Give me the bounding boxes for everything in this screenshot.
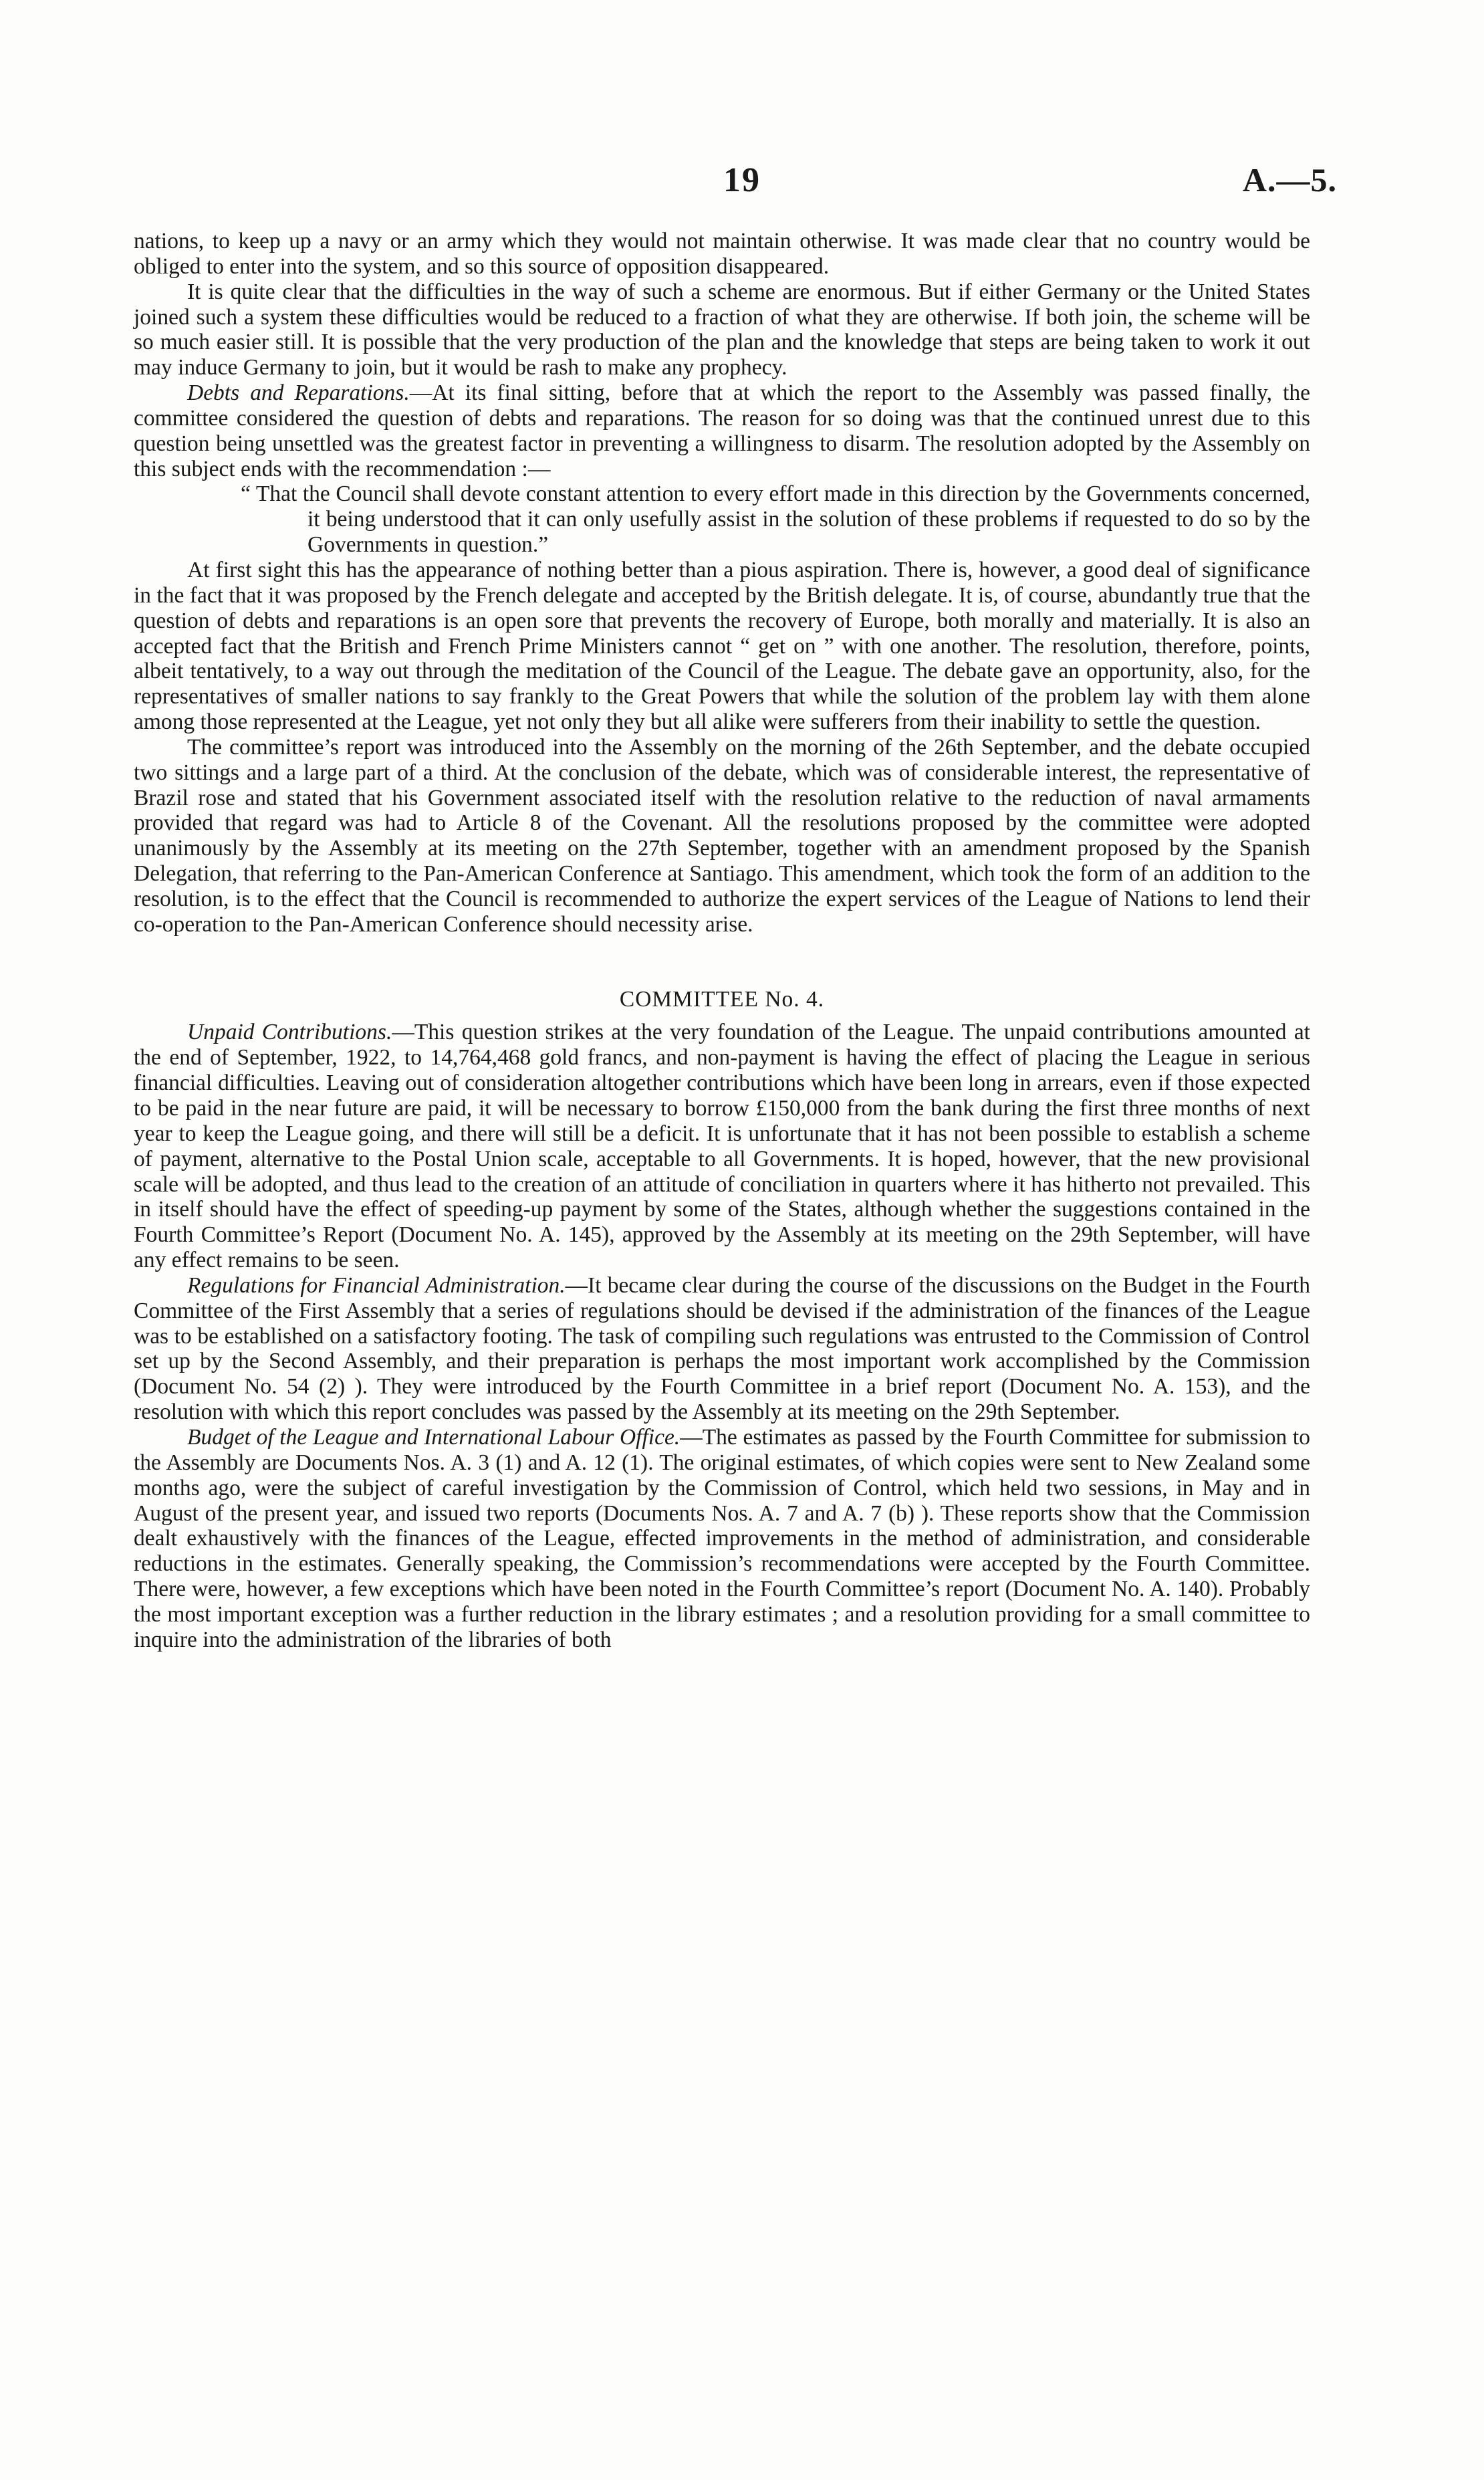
section-heading-budget: Budget of the League and International Labour Office. [187, 1424, 681, 1450]
page-header [0, 160, 1484, 207]
paragraph-debts-reparations [134, 380, 1310, 481]
paragraph-difficulties: It is quite clear that the difficulties in the way of such a scheme are enormous. But if either Germany or the United States joined such a system these difficulties would be reduced to a fraction of what they are otherwise. If both join, the scheme will be so much easier still. It is possible that the very production of the plan and the knowledge that steps are being taken to work it out may induce Germany to join, but it would be rash to make any prophecy. [134, 279, 1310, 380]
paragraph-pious-aspiration: At first sight this has the appearance of nothing better than a pious aspiration. There is, however, a good deal of significance in the fact that it was proposed by the French delegate and accepted by the British delegate. It is, of course, abundantly true that the question of debts and reparations is an open sore that prevents the recovery of Europe, both morally and materially. It is also an accepted fact that the British and French Prime Ministers cannot “ get on ” with one another. The resolution, therefore, points, albeit tentatively, to a way out through the meditation of the Council of the League. The debate gave an opportunity, also, for the representatives of smaller nations to say frankly to the Great Powers that while the solution of the problem lay with them alone among those represented at the League, yet not only they but all alike were sufferers from their inability to settle the question. [134, 557, 1310, 735]
budget-text: —The estimates as passed by the Fourth Committee for submission to the Assembly are Documents Nos. A. 3 (1) and A. 12 (1). The original estimates, of which copies were sent to New Zealand some months ago, were the subject of careful investigation by the Commission of Control, which held two sessions, in May and in August of the present year, and issued two reports (Documents Nos. A. 7 and A. 7 (b) ). These reports show that the Commission dealt exhaustively with the finances of the League, effected improvements in the method of administration, and considerable reductions in the estimates. Generally speaking, the Commission’s recommendations were accepted by the Fourth Committee. There were, however, a few exceptions which have been noted in the Fourth Committee’s report (Document No. A. 140). Probably the most important exception was a further reduction in the library estimates ; and a resolution providing for a small committee to inquire into the administration of the libraries of both [134, 1424, 1310, 1652]
debts-reparations-text: —At its final sitting, before that at which the report to the Assembly was passed finally, the committee considered the question of debts and reparations. The reason for so doing was that the continued unrest due to this question being unsettled was the greatest factor in preventing a willingness to disarm. The resolution adopted by the Assembly on this subject ends with the recommendation :— [134, 380, 1310, 481]
paragraph-committee-report: The committee’s report was introduced into the Assembly on the morning of the 26th September, and the debate occupied two sittings and a large part of a third. At the conclusion of the debate, which was of considerable interest, the representative of Brazil rose and stated that his Government associated itself with the resolution relative to the reduction of naval armaments provided that regard was had to Article 8 of the Covenant. All the resolutions proposed by the committee were adopted unanimously by the Assembly at its meeting on the 27th September, together with an amendment proposed by the Spanish Delegation, that referring to the Pan-American Conference at Santiago. This amendment, which took the form of an addition to the resolution, is to the effect that the Council is recommended to authorize the expert services of the League of Nations to lend their co-operation to the Pan-American Conference should necessity arise. [134, 734, 1310, 937]
document-reference: A.—5. [1242, 161, 1337, 199]
paragraph-regulations [134, 1273, 1310, 1425]
section-heading-debts-reparations: Debts and Reparations. [187, 380, 410, 406]
section-heading-unpaid-contributions: Unpaid Contributions. [187, 1020, 392, 1045]
paragraph-continuation: nations, to keep up a navy or an army which they would not maintain otherwise. It was made clear that no country would be obliged to enter into the system, and so this source of opposition disappeared. [134, 229, 1310, 279]
document-body [134, 229, 1310, 1653]
committee-heading: COMMITTEE No. 4. [619, 986, 825, 1012]
resolution-quote [241, 481, 1310, 558]
section-heading-regulations: Regulations for Financial Administration. [187, 1272, 566, 1298]
resolution-quote-text: “ That the Council shall devote constant attention to every effort made in this direction by the Governments concerned, it being understood that it can only usefully assist in the solution of these problems if requested to do so by the Governments in question.” [241, 481, 1310, 558]
page-number: 19 [723, 161, 761, 199]
regulations-text: —It became clear during the course of the discussions on the Budget in the Fourth Committee of the First Assembly that a series of regulations should be devised if the administration of the finances of the League was to be established on a satisfactory footing. The task of compiling such regulations was entrusted to the Commission of Control set up by the Second Assembly, and their preparation is perhaps the most important work accomplished by the Commission (Document No. 54 (2) ). They were introduced by the Fourth Committee in a brief report (Document No. A. 153), and the resolution with which this report concludes was passed by the Assembly at its meeting on the 29th September. [134, 1272, 1310, 1425]
paragraph-budget [134, 1425, 1310, 1653]
paragraph-unpaid-contributions [134, 1020, 1310, 1272]
unpaid-contributions-text: —This question strikes at the very foundation of the League. The unpaid contributions amounted at the end of September, 1922, to 14,764,468 gold francs, and non-payment is having the effect of placing the League in serious financial difficulties. Leaving out of consideration altogether contributions which have been long in arrears, even if those expected to be paid in the near future are paid, it will be necessary to borrow £150,000 from the bank during the first three months of next year to keep the League going, and there will still be a deficit. It is unfortunate that it has not been possible to establish a scheme of payment, alternative to the Postal Union scale, acceptable to all Governments. It is hoped, however, that the new provisional scale will be adopted, and thus lead to the creation of an attitude of conciliation in quarters where it has hitherto not prevailed. This in itself should have the effect of speeding-up payment by some of the States, although whether the suggestions contained in the Fourth Committee’s Report (Document No. A. 145), approved by the Assembly at its meeting on the 29th September, will have any effect remains to be seen. [134, 1020, 1310, 1273]
